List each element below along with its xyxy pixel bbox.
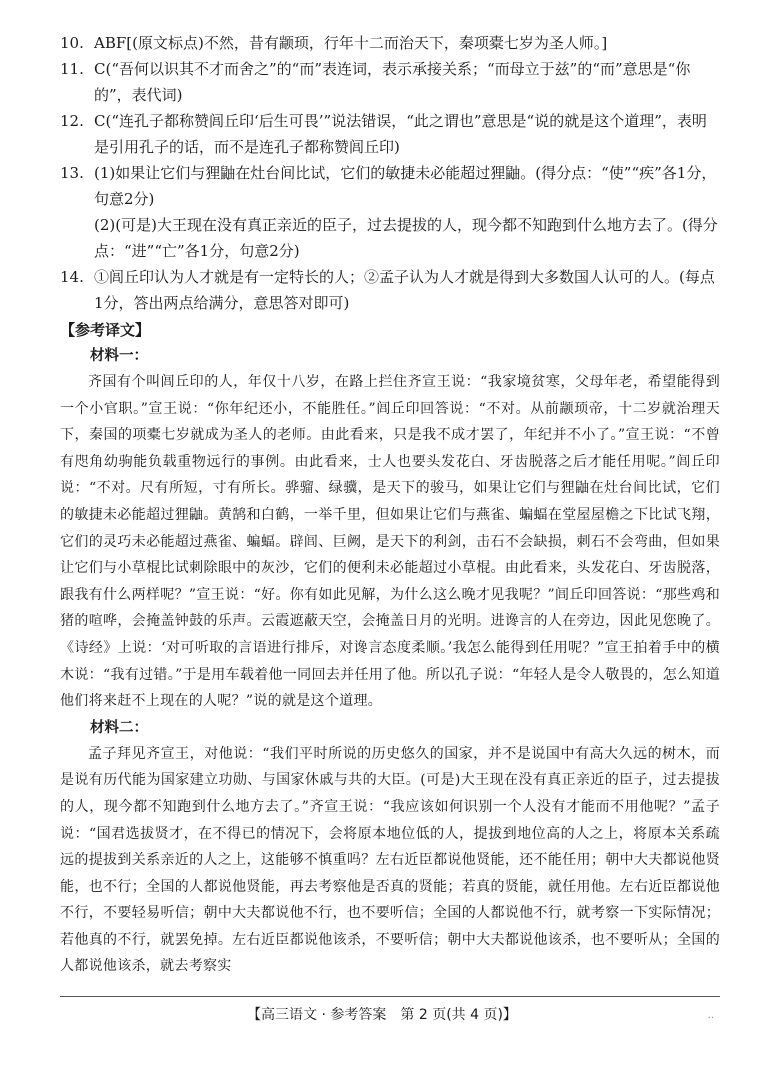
material-one-title: 材料一： — [90, 348, 148, 364]
answer-number: 11. — [60, 60, 84, 78]
answer-item — [60, 30, 720, 56]
material-two-text: 孟子拜见齐宣王，对他说：“我们平时所说的历史悠久的国家，并不是说国中有高大久远的树木，而是说有历代能为国家建立功勋、与国家休戚与共的大臣。(可是)大王现在没有真正亲近的臣子，过去提拔的人，现今都不知跑到什么地方去了。”齐宣王说：“我应该如何识别一个人没有才能而不用他呢？”孟子说：“国君选拔贤才，在不得已的情况下，会将原本地位低的人，提拔到地位高的人之上，将原本关系疏远的提拔到关系亲近的人之上，这能够不慎重吗？左右近臣都说他贤能，还不能任用；朝中大夫都说他贤能，也不行；全国的人都说他贤能，再去考察他是否真的贤能；若真的贤能，就任用他。左右近臣都说他不行，不要轻易听信；朝中大夫都说他不行，也不要听信；全国的人都说他不行，就考察一下实际情况；若他真的不行，就罢免掉。左右近臣都说他该杀，不要听信；朝中大夫都说他该杀，也不要听从；全国的人都说他该杀，就去考察实 — [60, 745, 720, 975]
answer-text: ①闾丘印认为人才就是有一定特长的人；②孟子认为人才就是得到大多数国人认可的人。(每点1分，答出两点给满分，意思答对即可) — [94, 268, 715, 312]
answer-text: C(“吾何以识其不才而舍之”的“而”表连词，表示承接关系；“而母立于兹”的“而”意思是“你的”，表代词) — [94, 60, 691, 104]
page-footer — [0, 1004, 764, 1024]
answer-subitem: (2)(可是)大王现在没有真正亲近的臣子，过去提拔的人，现今都不知跑到什么地方去了。(得分点：“进”“亡”各1分，句意2分) — [94, 216, 718, 260]
translation-heading: 【参考译文】 — [60, 321, 151, 339]
answer-number: 10. — [60, 34, 84, 52]
answer-number: 12. — [60, 112, 84, 130]
answer-item — [60, 108, 720, 160]
answer-list — [60, 30, 720, 316]
material-one-text: 齐国有个叫闾丘印的人，年仅十八岁，在路上拦住齐宣王说：“我家境贫寒，父母年老，希望能得到一个小官职。”宣王说：“你年纪还小，不能胜任。”闾丘印回答说：“不对。从前颛顼帝，十二岁就治理天下，秦国的项橐七岁就成为圣人的老师。由此看来，只是我不成才罢了，年纪并不小了。”宣王说：“不曾有咫角幼驹能负载重物远行的事例。由此看来，士人也要头发花白、牙齿脱落之后才能任用呢。”闾丘印说：“不对。尺有所短，寸有所长。骅骝、绿骥，是天下的骏马，如果让它们与狸鼬在灶台间比试，它们的敏捷未必能超过狸鼬。黄鹄和白鹤，一举千里，但如果让它们与燕雀、蝙蝠在堂屋屋檐之下比试飞翔，它们的灵巧未必能超过燕雀、蝙蝠。辟闾、巨阙，是天下的利剑，击石不会缺损，刺石不会弯曲，但如果让它们与小草棍比试刺除眼中的灰沙，它们的便利未必能超过小草棍。由此看来，头发花白、牙齿脱落，跟我有什么两样呢？”宣王说：“好。你有如此见解，为什么这么晚才见我呢？”闾丘印回答说：“那些鸡和猪的喧哗，会掩盖钟鼓的乐声。云霞遮蔽天空，会掩盖日月的光明。进谗言的人在旁边，因此见您晚了。《诗经》上说：‘对可听取的言语进行排斥，对谗言态度柔顺。’我怎么能得到任用呢？”宣王拍着手中的横木说：“我有过错。”于是用车载着他一同回去并任用了他。所以孔子说：“年轻人是令人敬畏的，怎么知道他们将来赶不上现在的人呢？”说的就是这个道理。 — [60, 374, 720, 710]
answer-page — [60, 30, 720, 980]
answer-item — [60, 160, 720, 212]
corner-mark: .. — [707, 1010, 714, 1021]
answer-text: C(“连孔子都称赞闾丘印‘后生可畏’”说法错误，“此之谓也”意思是“说的就是这个道理”，表明是引用孔子的话，而不是连孔子都称赞闾丘印) — [94, 112, 707, 156]
answer-item — [60, 56, 720, 108]
material-two-title: 材料二： — [90, 719, 148, 736]
answer-number: 14. — [60, 268, 84, 286]
answer-text: ABF[(原文标点)不然，昔有颛顼，行年十二而治天下，秦项橐七岁为圣人师。] — [94, 34, 608, 52]
answer-text: (1)如果让它们与狸鼬在灶台间比试，它们的敏捷未必能超过狸鼬。(得分点：“使”“疾”各1分，句意2分) — [94, 164, 717, 208]
answer-item — [60, 264, 720, 316]
answer-number: 13. — [60, 164, 84, 182]
footer-label: 【高三语文 · 参考答案 第 2 页(共 4 页)】 — [247, 1007, 517, 1023]
footer-rule — [60, 996, 720, 997]
